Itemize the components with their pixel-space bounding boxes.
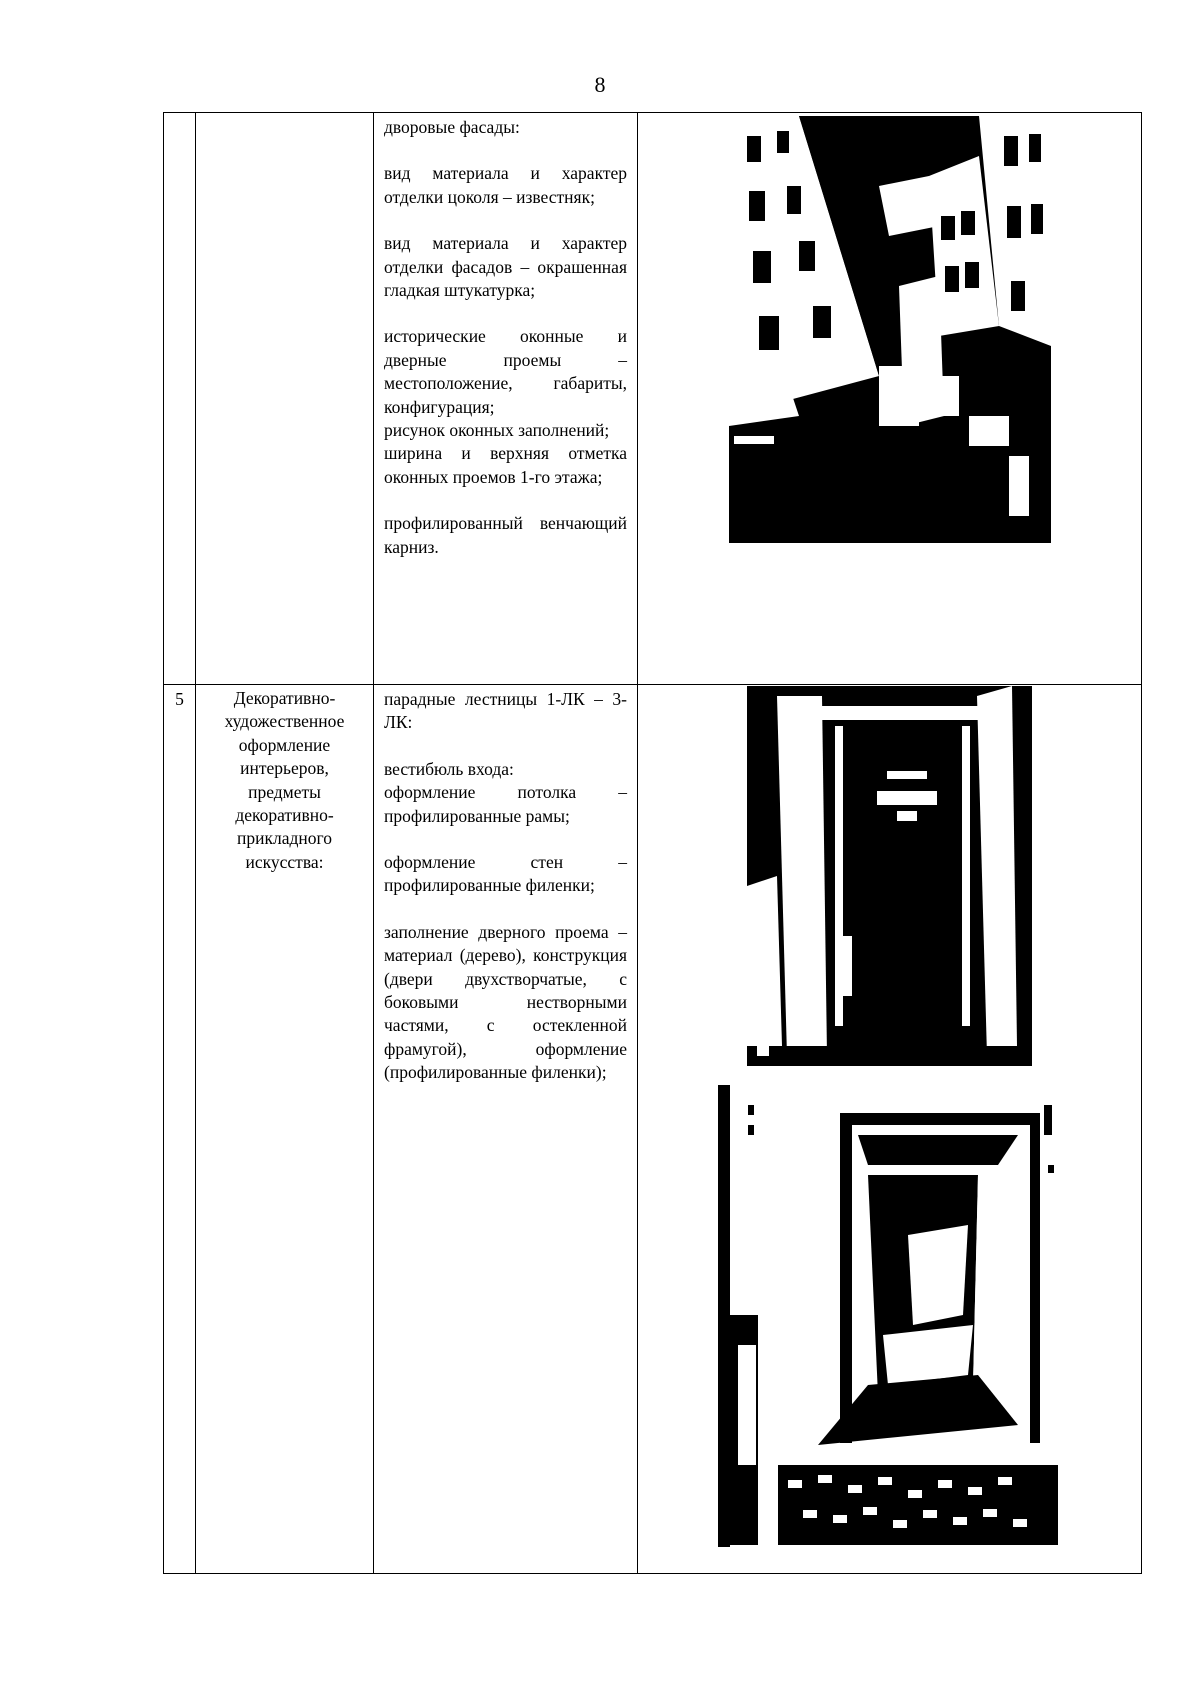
desc-paragraph: дворовые фасады:	[384, 117, 520, 137]
desc-paragraph: исторические оконные и дверные проемы – местоположение, габариты, конфигурация;	[384, 326, 627, 417]
desc-paragraph: заполнение дверного проема – материал (дерево), конструкция (двери двухстворчатые, с боковыми нестворными частями, с остекленной фрамугой), оформление (профилированные филенки);	[384, 921, 627, 1083]
row-title: Декоративно-художественное оформление интерьеров, предметы декоративно-прикладного искусства:	[196, 685, 374, 1574]
desc-paragraph: парадные лестницы 1-ЛК – 3-ЛК:	[384, 689, 627, 733]
heritage-table	[163, 112, 1142, 1574]
table-row	[164, 685, 1142, 1574]
desc-paragraph: вестибюль входа:	[384, 758, 514, 779]
courtyard-facade-photo	[729, 116, 1051, 543]
desc-paragraph: вид материала и характер отделки цоколя – известняк;	[384, 163, 627, 207]
desc-paragraph: вид материала и характер отделки фасадов – окрашенная гладкая штукатурка;	[384, 233, 627, 301]
table-row	[164, 113, 1142, 685]
desc-paragraph: оформление стен – профилированные филенки;	[384, 852, 627, 896]
row-description	[374, 113, 638, 685]
desc-paragraph: оформление потолка – профилированные рамы;	[384, 782, 627, 826]
page-number: 8	[594, 72, 606, 97]
desc-paragraph: профилированный венчающий карниз.	[384, 513, 627, 557]
photo-cell	[638, 685, 1142, 1574]
desc-paragraph: рисунок оконных заполнений;	[384, 420, 610, 441]
staircase-photo	[718, 1085, 1064, 1547]
row-description	[374, 685, 638, 1574]
desc-paragraph: ширина и верхняя отметка оконных проемов 1-го этажа;	[384, 443, 627, 487]
row-title	[196, 113, 374, 685]
row-number: 5	[164, 685, 196, 1574]
photo-cell	[638, 113, 1142, 685]
row-number	[164, 113, 196, 685]
vestibule-photo	[747, 686, 1032, 1066]
